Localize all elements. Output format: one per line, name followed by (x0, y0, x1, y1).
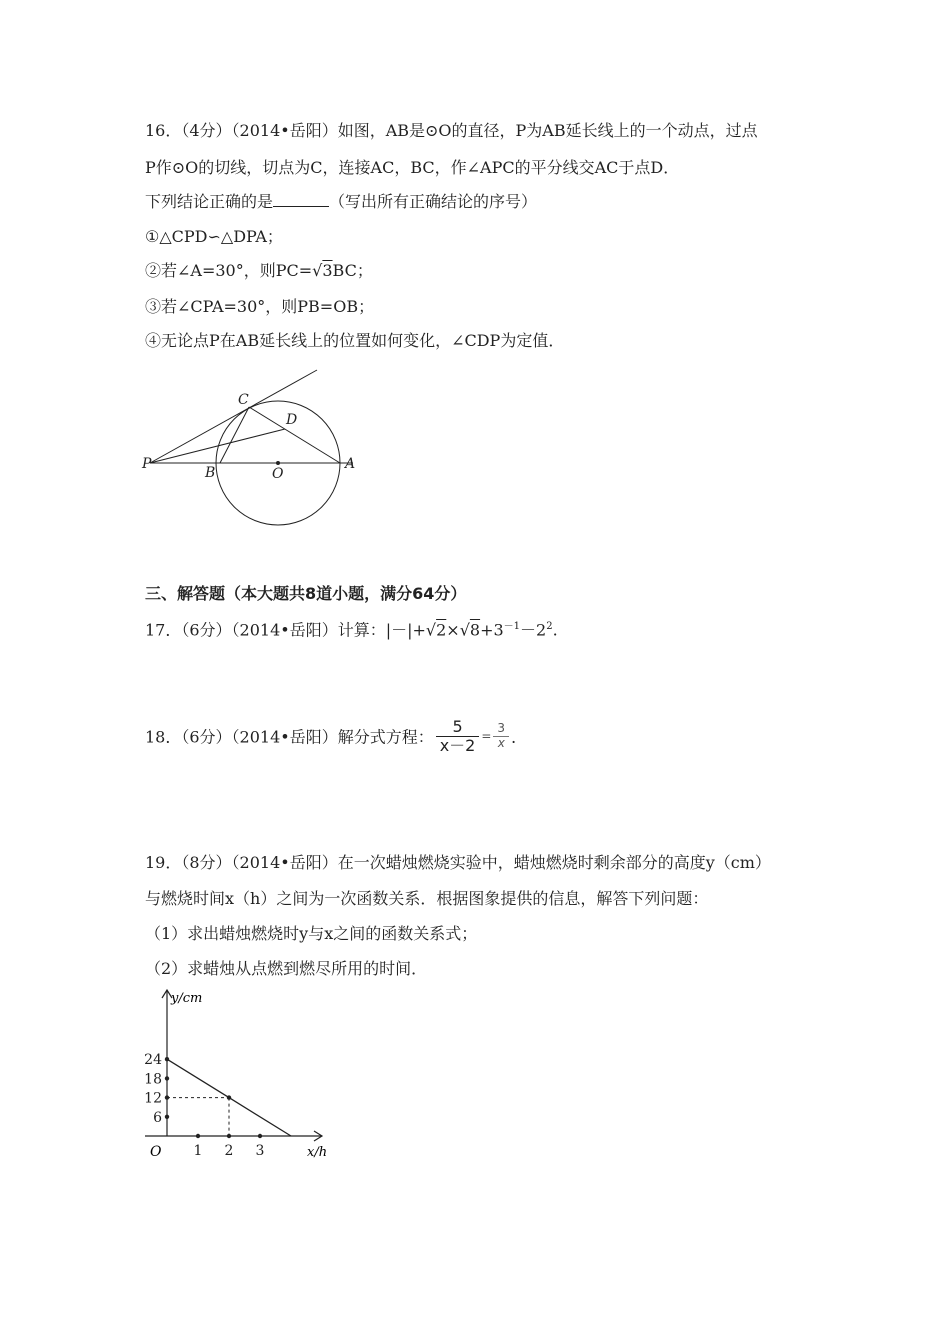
q17-line (145, 617, 558, 640)
section-title: 三、解答题（本大题共8道小题，满分64分） (145, 584, 467, 603)
sqrt-symbol: √3 (312, 261, 333, 280)
fraction-right (493, 722, 509, 749)
frac-denominator: x (497, 735, 505, 750)
sqrt-symbol: √8 (459, 620, 481, 640)
y-tick-label-12: 12 (144, 1090, 162, 1107)
frac-denominator: x－2 (439, 735, 476, 755)
sqrt-arg: 2 (436, 620, 447, 640)
q17-pre: 17．（6分）（2014•岳阳）计算：|－|+ (145, 620, 426, 640)
x-tick-label-3: 3 (255, 1143, 265, 1159)
label-b: B (205, 465, 216, 481)
frac-numerator: 3 (493, 722, 509, 736)
times-sign: × (446, 620, 460, 640)
sqrt-arg: 3 (322, 261, 333, 280)
q19-sub2: （2）求蜡烛从点燃到燃尽所用的时间． (145, 959, 428, 978)
exponent-2: 2 (546, 621, 553, 632)
equals-sign: = (481, 729, 492, 744)
x-tick-label-1: 1 (193, 1143, 203, 1159)
q16-option-1: ①△CPD∽△DPA； (145, 227, 283, 246)
opt2-pre: ②若∠A=30°，则PC= (145, 261, 313, 280)
y-tick-label-24: 24 (144, 1052, 162, 1069)
q18-pre: 18．（6分）（2014•岳阳）解分式方程： (145, 727, 434, 747)
bisector-pd (150, 429, 285, 463)
x-axis-label: x/h (307, 1145, 328, 1160)
q16-instruction: （写出所有正确结论的序号） (329, 192, 538, 211)
y-tick-label-18: 18 (144, 1071, 162, 1088)
y-tick-dot-6 (165, 1115, 169, 1119)
frac-numerator: 5 (436, 718, 480, 737)
q16-option-3: ③若∠CPA=30°，则PB=OB； (145, 297, 375, 316)
label-a: A (345, 456, 356, 472)
label-d: D (286, 412, 298, 428)
y-tick-label-6: 6 (153, 1109, 162, 1126)
fraction-left (436, 718, 480, 754)
x-tick-label-2: 2 (224, 1143, 234, 1159)
x-tick-dot-1 (196, 1134, 200, 1138)
q16-figure (135, 360, 375, 535)
label-c: C (238, 392, 249, 408)
label-o: O (272, 466, 284, 482)
answer-blank[interactable] (273, 192, 329, 207)
plus-three: +3 (480, 620, 504, 640)
y-tick-dot-18 (165, 1076, 169, 1080)
q19-line1: 19．（8分）（2014•岳阳）在一次蜡烛燃烧实验中，蜡烛燃烧时剩余部分的高度y（cm） (145, 853, 771, 872)
q18-end: ． (511, 727, 528, 747)
center-dot (276, 461, 280, 465)
q19-sub1: （1）求出蜡烛燃烧时y与x之间的函数关系式； (145, 924, 478, 943)
q16-option-4: ④无论点P在AB延长线上的位置如何变化，∠CDP为定值． (145, 331, 565, 350)
q17-end: . (552, 620, 558, 640)
q16-line3 (145, 189, 537, 212)
q19-line2: 与燃烧时间x（h）之间为一次函数关系．根据图象提供的信息，解答下列问题： (145, 889, 709, 908)
q18-line (145, 718, 527, 754)
x-tick-dot-3 (258, 1134, 262, 1138)
minus-two: －2 (520, 620, 547, 640)
origin-label: O (150, 1144, 162, 1160)
opt2-post: BC； (332, 261, 373, 280)
candle-chart (140, 984, 340, 1164)
sqrt-symbol: √2 (425, 620, 447, 640)
exponent-neg1: －1 (503, 621, 521, 632)
q16-line2: P作⊙O的切线，切点为C，连接AC，BC，作∠APC的平分线交AC于点D． (145, 158, 680, 177)
sqrt-arg: 8 (469, 620, 481, 640)
label-p: P (142, 456, 152, 472)
y-axis-label: y/cm (171, 991, 203, 1006)
q16-line1: 16．（4分）（2014•岳阳）如图，AB是⊙O的直径，P为AB延长线上的一个动点，过点 (145, 121, 758, 140)
q16-option-2 (145, 258, 373, 281)
q16-prompt: 下列结论正确的是 (145, 192, 274, 211)
